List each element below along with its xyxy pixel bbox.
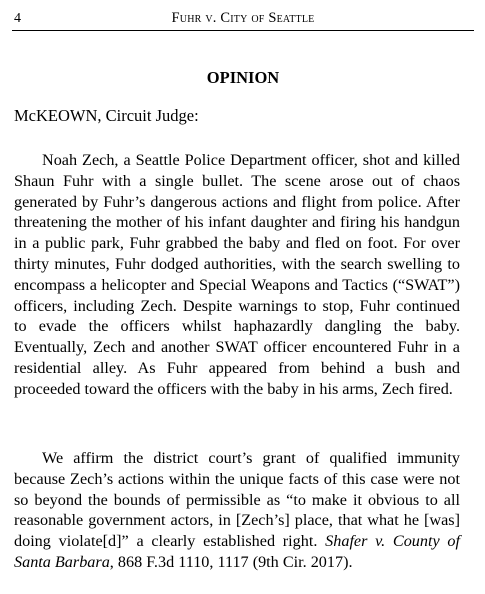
section-title: OPINION (206, 68, 280, 87)
paragraph-body: We affirm the district court’s grant of qualified immunity because Zech’s actions within the unique facts of this case were not so beyond the bounds of permissible as “to make it obvious to all reasonable government actors, in [Zech’s] place, that what he [was] doing violate[d]” a clearly established right. (14, 449, 460, 551)
opinion-paragraph-1 (14, 150, 460, 400)
opinion-page (12, 0, 474, 571)
page-number: 4 (14, 11, 21, 26)
case-citation: Shafer v. County of Santa Barbara (14, 532, 460, 571)
citation-reporter: , 868 F.3d 1110, 1117 (9th Cir. 2017). (109, 552, 353, 571)
running-head: Fuhr v. City of Seattle (171, 10, 315, 26)
author-line: McKEOWN, Circuit Judge: (14, 106, 199, 125)
page-header (12, 0, 474, 31)
paragraph-text: Noah Zech, a Seattle Police Department officer, shot and killed Shaun Fuhr with a single bullet. The scene arose out of chaos generated by Fuhr’s dangerous actions and flight from police. After threatening the mother of his infant daughter and firing his handgun in a public park, Fuhr grabbed the baby and fled on foot. For over thirty minutes, Fuhr dodged authorities, with the search swelling to encompass a helicopter and Special Weapons and Tactics (“SWAT”) officers, including Zech. Despite warnings to stop, Fuhr continued to evade the officers whilst haphazardly dangling the baby. Eventually, Zech and another SWAT officer encountered Fuhr in a residential alley. As Fuhr appeared from behind a bush and proceeded toward the officers with the baby in his arms, Zech fired. (14, 151, 460, 398)
paragraph-text (14, 448, 460, 573)
opinion-paragraph-2 (14, 448, 460, 573)
